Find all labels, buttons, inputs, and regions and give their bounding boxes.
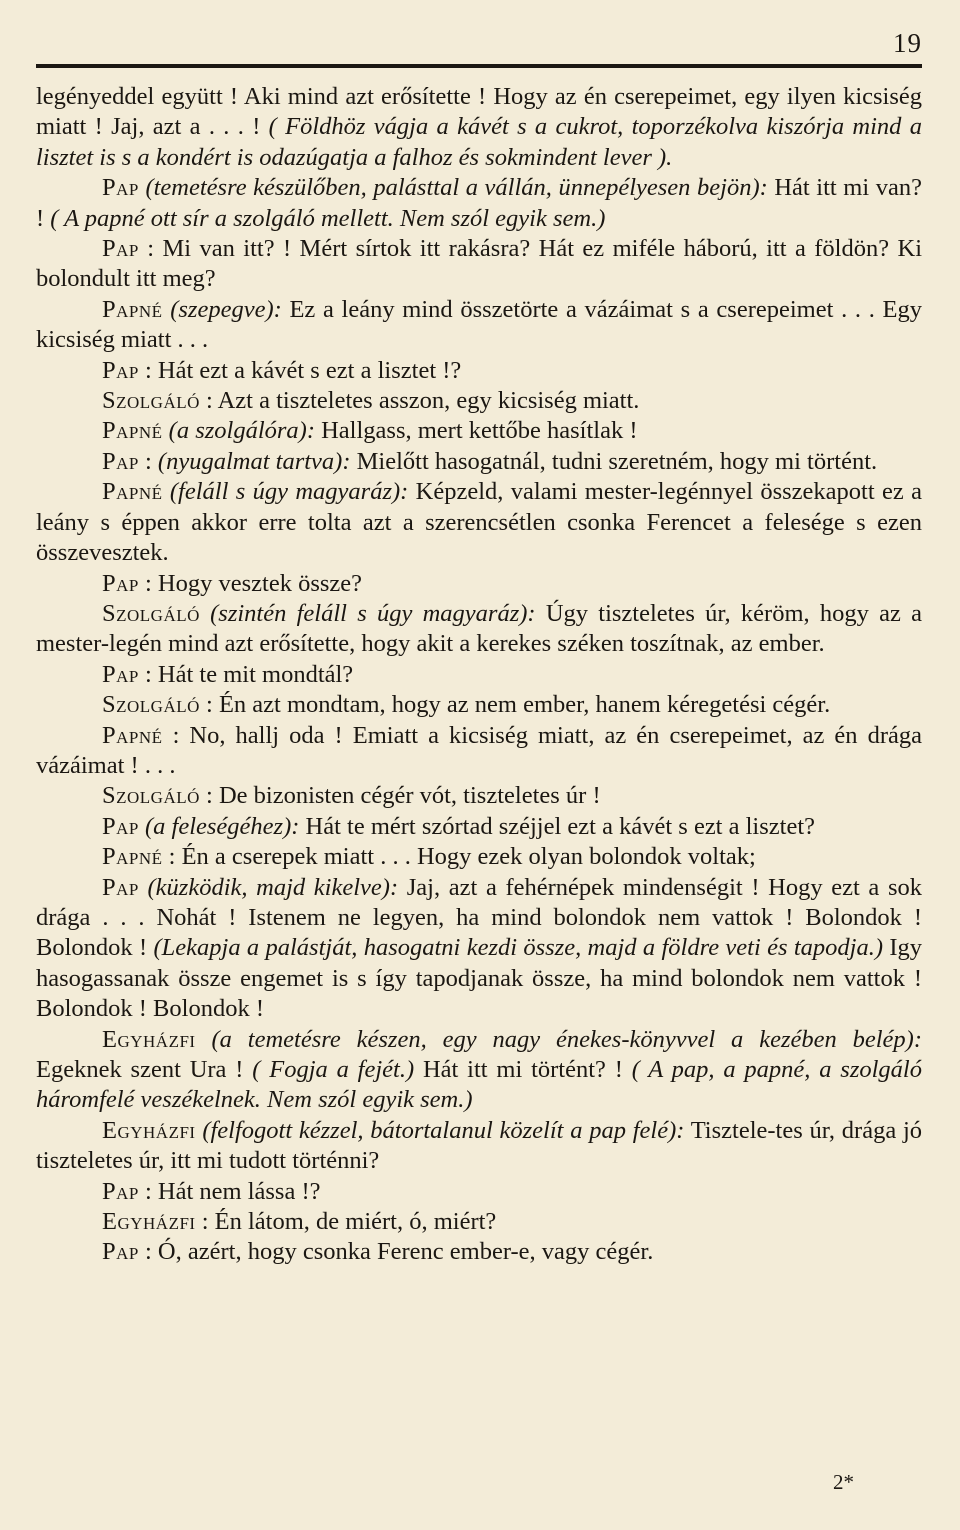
paragraph <box>36 82 922 173</box>
text-run <box>196 1026 212 1053</box>
stage-direction: ( Fogja a fejét.) <box>252 1056 415 1083</box>
speaker-name: Pap <box>102 356 139 384</box>
paragraph <box>36 1207 922 1237</box>
paragraph <box>36 1025 922 1116</box>
text-run: : Azt a tiszteletes asszon, egy kicsiség miatt. <box>199 387 640 415</box>
stage-direction: (a szolgálóra): <box>168 417 315 445</box>
signature-mark: 2* <box>833 1470 854 1494</box>
paragraph <box>36 781 922 811</box>
text-run: Egeknek szent Ura ! <box>36 1056 253 1083</box>
speaker-name: Egyházfi <box>102 1116 196 1144</box>
speaker-name: Papné <box>102 843 163 871</box>
stage-direction: (szintén feláll s úgy magyaráz): <box>210 599 536 627</box>
text-run: Jaj, azt a fehérnépek mindenségit ! Hogy ezt a sok drága . . . Nohát ! Istenem ne legyen, ha mind bolondok nem vattok ! Bolondok ! Bolondok ! <box>36 873 922 962</box>
paragraph <box>36 416 922 446</box>
stage-direction: ( A pap, a papné, a szolgáló háromfelé veszékelnek. Nem szól egyik sem.) <box>36 1056 922 1114</box>
paragraph <box>36 569 922 599</box>
stage-direction: (nyugalmat tartva): <box>157 447 351 475</box>
paragraph <box>36 447 922 477</box>
text-run <box>139 874 148 901</box>
paragraph <box>36 660 922 690</box>
speaker-name: Papné <box>102 295 163 323</box>
paragraph <box>36 386 922 416</box>
text-run <box>200 600 210 627</box>
speaker-name: Pap <box>102 174 139 202</box>
paragraph <box>36 873 922 1025</box>
paragraph <box>36 477 922 568</box>
paragraph <box>36 1116 922 1177</box>
text-run <box>163 478 170 505</box>
stage-direction: (feláll s úgy magyaráz): <box>169 478 409 506</box>
paragraph <box>36 812 922 842</box>
stage-direction: (küzködik, majd kikelve): <box>147 873 399 901</box>
speaker-name: Papné <box>102 417 163 445</box>
stage-direction: ( A papné ott sír a szolgáló mellett. Nem szól egyik sem.) <box>50 204 606 232</box>
stage-direction: (a temetésre készen, egy nagy énekes-könyvvel a kezében belép): <box>211 1025 922 1053</box>
text-run: Ez a leány mind összetörte a vázáimat s a cserepeimet . . . Egy kicsiség miatt . . . <box>36 295 922 354</box>
text-run: : Én azt mondtam, hogy az nem ember, hanem kéregetési cégér. <box>199 691 831 719</box>
paragraph <box>36 234 922 295</box>
speaker-name: Papné <box>102 721 163 749</box>
speaker-name: Pap <box>102 1238 139 1266</box>
text-run: Képzeld, valami mester-legénnyel összekapott ez a leány s éppen akkor erre tolta azt a szerencsétlen csonka Ferencet a felesége s ezen összevesztek. <box>36 478 923 567</box>
speaker-name: Pap <box>102 569 139 597</box>
text-run: legényeddel együtt ! Aki mind azt erősítette ! Hogy az én cserepeimet, egy ilyen kicsiség miatt ! Jaj, azt a . . . ! <box>36 83 922 141</box>
stage-direction: (szepegve): <box>170 295 282 323</box>
speaker-name: Pap <box>102 873 139 901</box>
text-run: : De bizonisten cégér vót, tiszteletes úr ! <box>199 782 601 810</box>
paragraph <box>36 356 922 386</box>
paragraph <box>36 599 922 660</box>
text-run: Hallgass, mert kettőbe hasítlak ! <box>314 417 638 445</box>
text-run: Hát itt mi van? ! <box>36 174 922 232</box>
text-run: : Mi van itt? ! Mért sírtok itt rakásra? Hát ez miféle háború, itt a földön? Ki bolondult itt meg? <box>36 235 922 293</box>
stage-direction: ( Földhöz vágja a kávét s a cukrot, toporzékolva kiszórja mind a lisztet is s a kondért is odazúgatja a falhoz és sokmindent lever ). <box>36 113 922 171</box>
speaker-name: Pap <box>102 235 139 263</box>
paragraph <box>36 295 922 356</box>
speaker-name: Szolgáló <box>102 387 200 415</box>
paragraph <box>36 1237 922 1267</box>
text-run: Mielőtt hasogatnál, tudni szeretném, hogy mi történt. <box>350 447 878 475</box>
speaker-name: Pap <box>102 812 139 840</box>
text-run: Hát itt mi történt? ! <box>414 1056 632 1083</box>
text-run: : Hát nem lássa !? <box>138 1177 321 1205</box>
text-run: : No, hallj oda ! Emiatt a kicsiség miatt, az én cserepeimet, az én drága vázáimat ! . . . <box>36 721 922 779</box>
text-run: : Én látom, de miért, ó, miért? <box>195 1208 497 1236</box>
speaker-name: Pap <box>102 447 139 475</box>
speaker-name: Szolgáló <box>102 782 200 810</box>
stage-direction: (felfogott kézzel, bátortalanul közelít a pap felé): <box>202 1116 685 1144</box>
stage-direction: (Lekapja a palástját, hasogatni kezdi össze, majd a földre veti és tapodja.) <box>153 934 883 962</box>
stage-direction: (a feleségéhez): <box>144 812 300 840</box>
speaker-name: Szolgáló <box>102 599 200 627</box>
page-number: 19 <box>893 28 922 58</box>
stage-direction: (temetésre készülőben, palásttal a vállán, ünnepélyesen bejön): <box>145 174 768 202</box>
text-run: : Én a cserepek miatt . . . Hogy ezek olyan bolondok voltak; <box>162 843 756 871</box>
paragraph <box>36 721 922 782</box>
text-run: Hát te mért szórtad széjjel ezt a kávét s ezt a lisztet? <box>299 812 816 840</box>
text-run: : Hogy vesztek össze? <box>138 569 363 597</box>
text-run: : Hát te mit mondtál? <box>138 660 354 688</box>
speaker-name: Pap <box>102 660 139 688</box>
text-run: Úgy tiszteletes úr, kéröm, hogy az a mester-legén mind azt erősítette, hogy akit a kerekes széken toszítnak, az ember. <box>36 599 923 658</box>
paragraph <box>36 690 922 720</box>
paragraph <box>36 173 922 234</box>
text-run: : Ó, azért, hogy csonka Ferenc ember-e, vagy cégér. <box>138 1238 654 1266</box>
paragraph <box>36 842 922 872</box>
text-run: Igy hasogassanak össze engemet is s így tapodjanak össze, ha mind bolondok nem vattok ! Bolondok ! Bolondok ! <box>36 934 922 1023</box>
header-rule <box>36 64 922 68</box>
text-run: : Hát ezt a kávét s ezt a lisztet !? <box>138 356 462 384</box>
page-body-text <box>36 82 922 1268</box>
speaker-name: Egyházfi <box>102 1208 196 1236</box>
speaker-name: Szolgáló <box>102 691 200 719</box>
speaker-name: Pap <box>102 1177 139 1205</box>
text-run: Tisztele-tes úr, drága jó tiszteletes úr, itt mi tudott történni? <box>36 1116 922 1175</box>
speaker-name: Egyházfi <box>102 1025 196 1053</box>
paragraph <box>36 1177 922 1207</box>
text-run: : <box>138 447 158 475</box>
speaker-name: Papné <box>102 478 163 506</box>
